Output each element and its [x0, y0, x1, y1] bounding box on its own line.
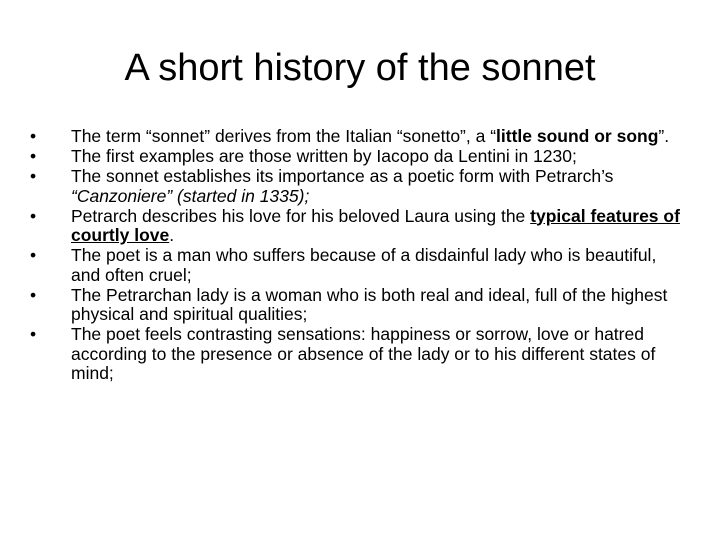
bullet-text: The poet is a man who suffers because of a disdainful lady who is beautiful, and often cruel; [71, 245, 657, 285]
bullet-emphasis: little sound or song [496, 126, 659, 146]
bullet-icon: • [30, 205, 37, 226]
bullet-icon: • [30, 166, 37, 186]
slide-title: A short history of the sonnet [124, 47, 596, 89]
bullet-item-petrarch-canzoniere [30, 167, 690, 206]
bullet-text: The sonnet establishes its importance as a poetic form with Petrarch’s [71, 166, 614, 186]
bullet-item-laura [30, 207, 690, 246]
bullet-text: The first examples are those written by Iacopo da Lentini in 1230; [71, 146, 577, 166]
bullet-italic: “Canzoniere” (started in 1335); [71, 185, 310, 206]
bullet-icon: • [30, 245, 37, 265]
bullet-text-end: ”. [658, 126, 670, 146]
bullet-item-suffering-poet [30, 246, 690, 285]
bullet-text: The Petrarchan lady is a woman who is both real and ideal, full of the highest physical and spiritual qualities; [71, 284, 668, 324]
bullet-emphasis-underline: typical features of courtly love [71, 205, 680, 245]
bullet-text: Petrarch describes his love for his beloved Laura using the [71, 205, 531, 226]
bullet-item-contrasting-sensations [30, 325, 690, 384]
bullet-text: The term “sonnet” derives from the Italian “sonetto”, a “ [71, 126, 497, 146]
bullet-text: The poet feels contrasting sensations: happiness or sorrow, love or hatred according to the presence or absence of the lady or to his different states of mind; [71, 324, 656, 383]
bullet-list [30, 127, 690, 384]
bullet-icon: • [30, 324, 37, 344]
bullet-item-petrarchan-lady [30, 286, 690, 325]
bullet-icon: • [30, 126, 37, 146]
bullet-item-first-examples [30, 147, 690, 167]
bullet-text-end: . [169, 225, 175, 245]
bullet-icon: • [30, 146, 37, 166]
bullet-item-sonnet-term [30, 127, 690, 147]
bullet-icon: • [30, 284, 37, 305]
